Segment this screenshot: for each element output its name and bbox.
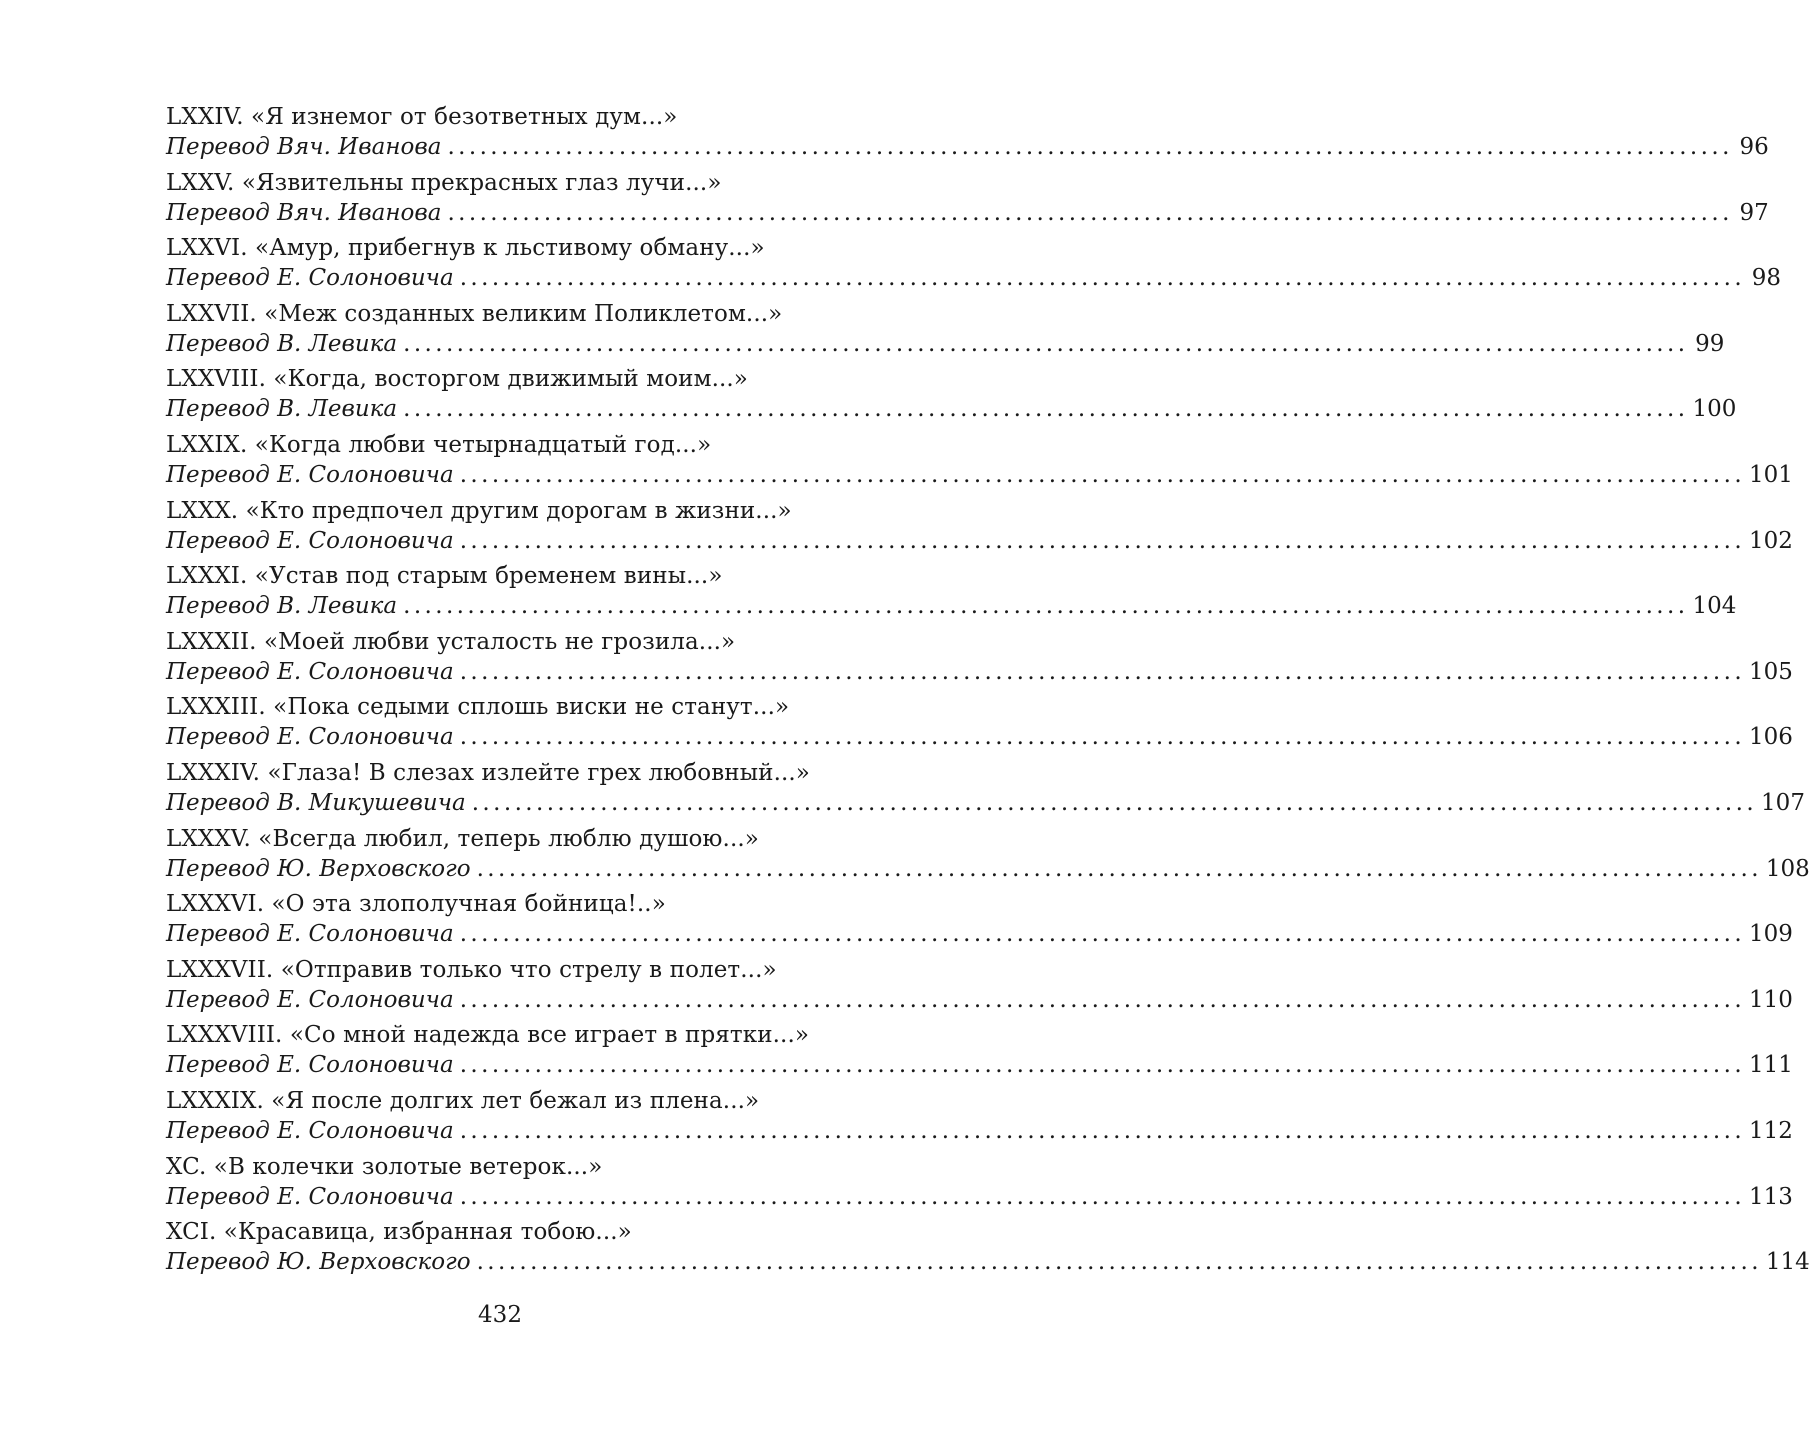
translator-name: Перевод Е. Солоновича bbox=[166, 724, 454, 751]
dot-leader: ........................................................................................................................ bbox=[459, 1117, 1746, 1144]
poem-title: LXXXVI. «О эта злополучная бойница!..» bbox=[166, 891, 666, 918]
poem-title: LXXXI. «Устав под старым бременем вины...» bbox=[166, 563, 723, 590]
translator-line bbox=[166, 526, 1793, 556]
translator-name: Перевод В. Левика bbox=[166, 396, 398, 423]
page-number: 113 bbox=[1749, 1183, 1793, 1210]
translator-line bbox=[166, 198, 1769, 228]
page-number: 110 bbox=[1749, 986, 1793, 1013]
translator-line bbox=[166, 460, 1793, 490]
translator-line bbox=[166, 788, 1805, 818]
poem-title: LXXXVII. «Отправив только что стрелу в полет...» bbox=[166, 956, 777, 983]
toc-entry bbox=[166, 885, 1793, 951]
toc-entry bbox=[166, 229, 1782, 295]
dot-leader: ........................................................................................................................ bbox=[459, 527, 1746, 554]
toc-entry bbox=[166, 426, 1793, 492]
toc-entry bbox=[166, 98, 1769, 164]
translator-name: Перевод Е. Солоновича bbox=[166, 658, 454, 685]
toc-entry bbox=[166, 951, 1793, 1017]
translator-line bbox=[166, 591, 1737, 621]
toc-entry bbox=[166, 1213, 1810, 1279]
dot-leader: ........................................................................................................................ bbox=[476, 855, 1762, 882]
translator-name: Перевод Е. Солоновича bbox=[166, 1052, 454, 1079]
toc-entry bbox=[166, 1148, 1793, 1214]
page-number: 107 bbox=[1761, 789, 1805, 816]
dot-leader: ........................................................................................................................ bbox=[471, 789, 1758, 816]
translator-name: Перевод Вяч. Иванова bbox=[166, 134, 442, 160]
translator-line bbox=[166, 1116, 1793, 1146]
translator-line bbox=[166, 132, 1769, 162]
page-folio-number: 432 bbox=[478, 1302, 522, 1328]
page-number: 99 bbox=[1695, 330, 1725, 357]
page-number: 98 bbox=[1751, 265, 1782, 292]
table-of-contents bbox=[166, 98, 1810, 1279]
page-number: 102 bbox=[1749, 527, 1793, 554]
dot-leader: ........................................................................................................................ bbox=[476, 1249, 1762, 1276]
toc-entry bbox=[166, 164, 1769, 230]
page-number: 112 bbox=[1749, 1117, 1793, 1144]
translator-line bbox=[166, 919, 1793, 949]
dot-leader: ........................................................................................................................ bbox=[403, 593, 1689, 620]
page-number: 101 bbox=[1749, 461, 1793, 488]
dot-leader: ........................................................................................................................ bbox=[459, 658, 1746, 685]
toc-entry bbox=[166, 623, 1793, 689]
translator-name: Перевод Е. Солоновича bbox=[166, 461, 454, 488]
toc-entry bbox=[166, 557, 1737, 623]
toc-entry bbox=[166, 1082, 1793, 1148]
translator-line bbox=[166, 263, 1782, 293]
translator-line bbox=[166, 1050, 1793, 1080]
translator-line bbox=[166, 1182, 1793, 1212]
toc-entry bbox=[166, 820, 1810, 886]
translator-name: Перевод Е. Солоновича bbox=[166, 1117, 454, 1144]
poem-title: LXXXIII. «Пока седыми сплошь виски не станут...» bbox=[166, 694, 790, 721]
dot-leader: ........................................................................................................................ bbox=[447, 199, 1733, 226]
translator-line bbox=[166, 722, 1793, 752]
poem-title: LXXX. «Кто предпочел другим дорогам в жизни...» bbox=[166, 497, 792, 524]
toc-entry bbox=[166, 492, 1793, 558]
translator-name: Перевод Е. Солоновича bbox=[166, 265, 454, 292]
toc-entry bbox=[166, 360, 1737, 426]
page-number: 106 bbox=[1749, 724, 1793, 751]
dot-leader: ........................................................................................................................ bbox=[459, 1183, 1746, 1210]
dot-leader: ........................................................................................................................ bbox=[447, 134, 1733, 160]
poem-title: LXXV. «Язвительны прекрасных глаз лучи...» bbox=[166, 169, 722, 196]
page-number: 96 bbox=[1739, 134, 1769, 160]
dot-leader: ........................................................................................................................ bbox=[459, 1052, 1746, 1079]
poem-title: LXXXIX. «Я после долгих лет бежал из плена...» bbox=[166, 1087, 760, 1114]
page-number: 114 bbox=[1765, 1249, 1810, 1276]
translator-name: Перевод В. Левика bbox=[166, 330, 398, 357]
dot-leader: ........................................................................................................................ bbox=[459, 265, 1746, 292]
translator-name: Перевод В. Микушевича bbox=[166, 789, 466, 816]
toc-entry bbox=[166, 688, 1793, 754]
translator-name: Перевод Ю. Верховского bbox=[166, 855, 471, 882]
dot-leader: ........................................................................................................................ bbox=[459, 986, 1746, 1013]
translator-line bbox=[166, 854, 1810, 884]
poem-title: XC. «В колечки золотые ветерок...» bbox=[166, 1153, 603, 1180]
page-number: 104 bbox=[1692, 593, 1737, 620]
translator-line bbox=[166, 985, 1793, 1015]
poem-title: XCI. «Красавица, избранная тобою...» bbox=[166, 1219, 632, 1246]
poem-title: LXXIX. «Когда любви четырнадцатый год...» bbox=[166, 431, 712, 458]
page-number: 111 bbox=[1749, 1052, 1793, 1079]
page-number: 105 bbox=[1749, 658, 1793, 685]
translator-name: Перевод Е. Солоновича bbox=[166, 986, 454, 1013]
page-number: 97 bbox=[1739, 199, 1769, 226]
poem-title: LXXXII. «Моей любви усталость не грозила...» bbox=[166, 628, 736, 655]
toc-entry bbox=[166, 1016, 1793, 1082]
poem-title: LXXXIV. «Глаза! В слезах излейте грех любовный...» bbox=[166, 759, 810, 786]
toc-entry bbox=[166, 754, 1805, 820]
dot-leader: ........................................................................................................................ bbox=[459, 461, 1746, 488]
translator-line bbox=[166, 394, 1737, 424]
page-number: 109 bbox=[1749, 921, 1793, 948]
translator-name: Перевод Е. Солоновича bbox=[166, 1183, 454, 1210]
translator-name: Перевод Ю. Верховского bbox=[166, 1249, 471, 1276]
translator-name: Перевод В. Левика bbox=[166, 593, 398, 620]
poem-title: LXXXVIII. «Со мной надежда все играет в прятки...» bbox=[166, 1022, 810, 1049]
toc-entry bbox=[166, 295, 1725, 361]
dot-leader: ........................................................................................................................ bbox=[403, 330, 1689, 357]
dot-leader: ........................................................................................................................ bbox=[459, 724, 1746, 751]
translator-name: Перевод Вяч. Иванова bbox=[166, 199, 442, 226]
translator-name: Перевод Е. Солоновича bbox=[166, 527, 454, 554]
poem-title: LXXVIII. «Когда, восторгом движимый моим...» bbox=[166, 366, 748, 393]
translator-line bbox=[166, 329, 1725, 359]
poem-title: LXXIV. «Я изнемог от безответных дум...» bbox=[166, 104, 678, 130]
poem-title: LXXXV. «Всегда любил, теперь люблю душою...» bbox=[166, 825, 759, 852]
poem-title: LXXVII. «Меж созданных великим Поликлетом...» bbox=[166, 300, 783, 327]
page-number: 100 bbox=[1692, 396, 1737, 423]
translator-name: Перевод Е. Солоновича bbox=[166, 921, 454, 948]
dot-leader: ........................................................................................................................ bbox=[403, 396, 1689, 423]
dot-leader: ........................................................................................................................ bbox=[459, 921, 1746, 948]
translator-line bbox=[166, 657, 1793, 687]
poem-title: LXXVI. «Амур, прибегнув к льстивому обману...» bbox=[166, 235, 765, 262]
page-number: 108 bbox=[1765, 855, 1810, 882]
translator-line bbox=[166, 1247, 1810, 1277]
